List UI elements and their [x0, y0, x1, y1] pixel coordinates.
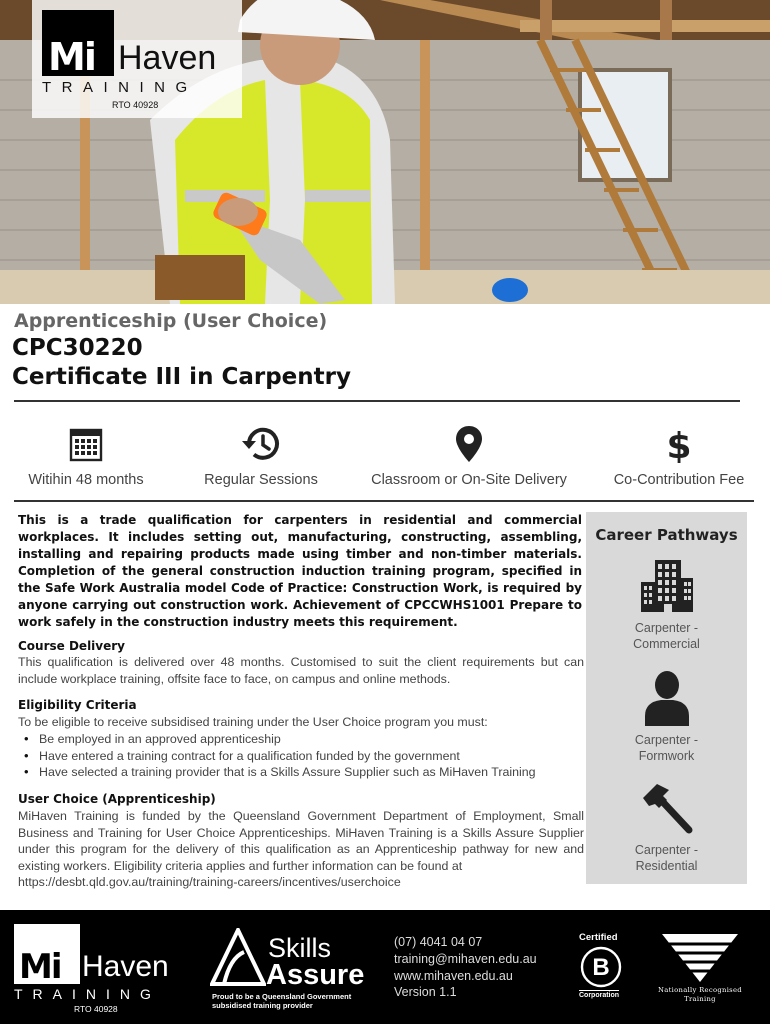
feature-fee: [606, 424, 752, 488]
course-title: Certificate III in Carpentry: [12, 364, 351, 390]
feature-label: Regular Sessions: [204, 472, 318, 488]
divider: [14, 400, 740, 402]
divider: [14, 500, 754, 502]
building-icon: [586, 556, 747, 616]
skills-assure-logo-icon: [210, 928, 266, 990]
userchoice-link[interactable]: https://desbt.qld.gov.au/training/training-careers/incentives/userchoice: [18, 875, 401, 889]
footer-logo-mark: Mi: [14, 924, 80, 984]
calendar-icon: [18, 424, 154, 464]
bcorp-certified: Certified: [579, 932, 618, 943]
bcorp-letter: B: [592, 954, 610, 981]
userchoice-heading: User Choice (Apprenticeship): [18, 792, 216, 806]
skills-assure-tagline: Proud to be a Queensland Government subsidised training provider: [212, 992, 352, 1010]
email-address[interactable]: training@mihaven.edu.au: [394, 951, 537, 966]
feature-duration: [18, 424, 154, 488]
feature-delivery: [360, 424, 578, 488]
hammer-icon: [586, 778, 747, 838]
logo-name: Haven: [118, 39, 217, 77]
footer: [0, 910, 770, 1024]
version-label: Version 1.1: [394, 985, 457, 1000]
career-label: Carpenter -: [634, 843, 699, 857]
footer-logo-name: Haven: [82, 950, 169, 983]
nrt-logo-icon: [660, 932, 740, 984]
contact-details: [394, 934, 537, 1001]
career-pathways-panel: [586, 512, 747, 884]
website-link[interactable]: www.mihaven.edu.au: [394, 968, 513, 983]
career-label: Formwork: [638, 749, 695, 763]
logo-subtitle: TRAINING: [42, 79, 198, 96]
logo-rto: RTO 40928: [112, 100, 159, 110]
phone-number[interactable]: (07) 4041 04 07: [394, 935, 483, 949]
career-label: Commercial: [633, 637, 700, 651]
userchoice-text: MiHaven Training is funded by the Queensland Government Department of Employment, Small Business and Training for User Choice Apprenticeships. MiHaven Training is a Skills Assure Supplier under this program for the delivery of this qualification as an Apprenticeship pathway for new and existing workers. Eligibility criteria applies and further information can be found at: [18, 809, 584, 873]
eligibility-text: To be eligible to receive subsidised training under the User Choice program you must:: [18, 715, 488, 729]
hero-logo: [32, 0, 242, 118]
career-label: Carpenter -: [634, 621, 699, 635]
bcorp-corporation: Corporation: [579, 992, 620, 999]
list-item: • Be employed in an approved apprenticeship: [24, 731, 536, 748]
eligibility-heading: Eligibility Criteria: [18, 698, 137, 712]
svg-text:$: $: [666, 426, 692, 463]
history-icon: [196, 424, 326, 464]
feature-sessions: [196, 424, 326, 488]
list-item: • Have selected a training provider that is a Skills Assure Supplier such as MiHaven Training: [24, 764, 536, 781]
delivery-text: This qualification is delivered over 48 months. Customised to suit the client requirements but can include workplace training, offsite face to face, on campus and online methods.: [18, 655, 584, 686]
career-label: Residential: [635, 859, 698, 873]
person-icon: [586, 668, 747, 728]
hero-image: [0, 0, 770, 304]
logo-mark: Mi: [42, 10, 114, 76]
bcorp-logo-icon: [580, 946, 622, 988]
feature-label: Classroom or On-Site Delivery: [371, 472, 567, 488]
eligibility-list: [24, 731, 536, 781]
footer-logo-subtitle: TRAINING: [14, 986, 161, 1002]
course-code: CPC30220: [12, 335, 143, 361]
footer-logo-rto: RTO 40928: [74, 1004, 118, 1014]
skills-assure-assure: Assure: [266, 959, 365, 991]
skills-assure-skills: Skills: [268, 933, 332, 963]
career-path-formwork: [586, 668, 747, 764]
feature-label: Witihin 48 months: [28, 472, 144, 488]
course-type: Apprenticeship (User Choice): [14, 310, 328, 332]
nrt-label: Nationally Recognised Training: [658, 986, 742, 1003]
dollar-icon: [606, 424, 752, 464]
career-path-commercial: [586, 556, 747, 652]
career-heading: Career Pathways: [595, 526, 738, 544]
feature-label: Co-Contribution Fee: [613, 472, 745, 488]
course-description: This is a trade qualification for carpenters in residential and commercial workplaces. It includes setting out, manufacturing, constructing, assembling, installing and repairing products made using timber and non-timber materials. Completion of the general construction induction training program, specified in the Safe Work Australia model Code of Practice: Construction Work, is required by anyone carrying out construction work. Achievement of CPCCWHS1001 Prepare to work safely in the construction industry meets this requirement.: [18, 513, 582, 629]
career-path-residential: [586, 778, 747, 874]
map-pin-icon: [360, 424, 578, 464]
list-item: • Have entered a training contract for a qualification funded by the government: [24, 748, 536, 765]
career-label: Carpenter -: [634, 733, 699, 747]
delivery-heading: Course Delivery: [18, 639, 125, 653]
